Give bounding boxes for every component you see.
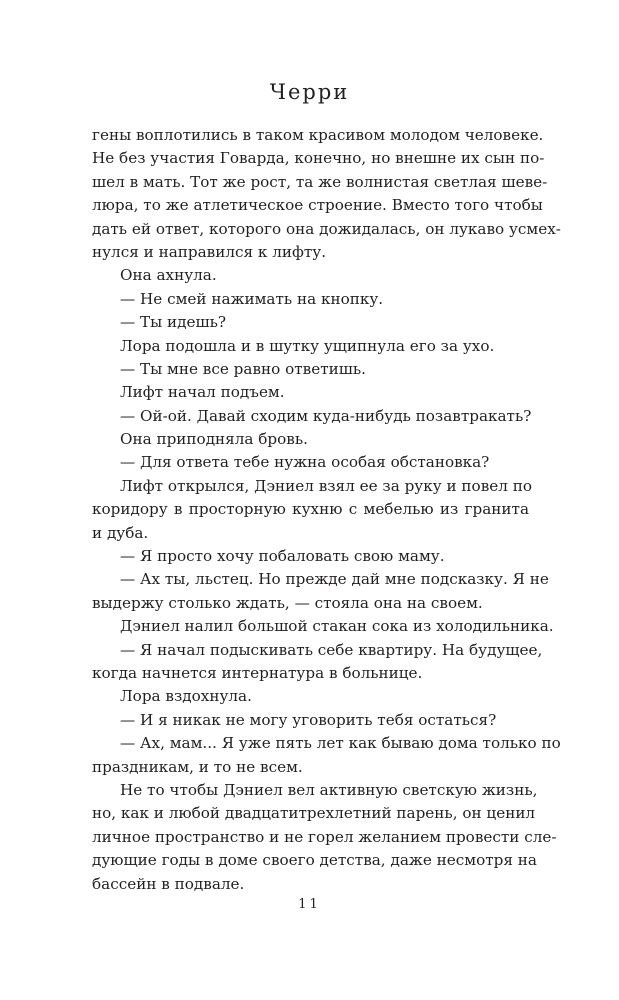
text-line: бассейн в подвале. — [92, 874, 245, 893]
text-line: — Ты мне все равно ответишь. — [120, 359, 366, 378]
text-line: Дэниел налил большой стакан сока из холодильника. — [120, 617, 554, 636]
text-line: дать ей ответ, которого она дожидалась, он лукаво усмех- — [92, 219, 561, 238]
running-head: Черри — [269, 80, 350, 104]
body-text — [92, 124, 561, 896]
text-line: Лифт открылся, Дэниел взял ее за руку и повел по — [120, 476, 532, 495]
text-line: личное пространство и не горел желанием провести сле- — [92, 827, 557, 846]
text-line: — Ты идешь? — [120, 313, 227, 332]
text-line: Не то чтобы Дэниел вел активную светскую жизнь, — [120, 780, 538, 799]
text-line: — Для ответа тебе нужна особая обстановка? — [120, 453, 490, 472]
text-line: люра, то же атлетическое строение. Вместо того чтобы — [92, 196, 543, 215]
text-line: Лифт начал подъем. — [120, 383, 285, 402]
text-line: праздникам, и то не всем. — [92, 757, 303, 776]
text-line: но, как и любой двадцатитрехлетний парень, он ценил — [92, 804, 536, 823]
text-line: — Ой-ой. Давай сходим куда-нибудь позавтракать? — [120, 406, 532, 425]
text-line: — И я никак не могу уговорить тебя остаться? — [120, 710, 497, 729]
text-line: гены воплотились в таком красивом молодом человеке. — [92, 126, 544, 144]
text-line: Лора вздохнула. — [120, 687, 252, 706]
text-line: дующие годы в доме своего детства, даже несмотря на — [92, 851, 537, 870]
text-line: и дуба. — [92, 523, 149, 542]
text-line: — Я начал подыскивать себе квартиру. На будущее, — [120, 640, 543, 659]
text-line: Она ахнула. — [120, 266, 217, 285]
text-line: шел в мать. Тот же рост, та же волнистая светлая шеве- — [92, 172, 548, 191]
text-line: выдержу столько ждать, — стояла она на своем. — [92, 593, 483, 612]
text-line: — Не смей нажимать на кнопку. — [120, 289, 384, 308]
text-line: — Я просто хочу побаловать свою маму. — [120, 547, 445, 566]
text-line: коридору в просторную кухню с мебелью из гранита — [92, 500, 529, 519]
page-number: 11 — [298, 897, 321, 912]
text-line: Она приподняла бровь. — [120, 430, 308, 449]
text-line: Лора подошла и в шутку ущипнула его за ухо. — [120, 336, 495, 355]
text-line: — Ах ты, льстец. Но прежде дай мне подсказку. Я не — [120, 570, 549, 589]
text-line: — Ах, мам... Я уже пять лет как бываю дома только по — [120, 734, 561, 753]
text-line: нулся и направился к лифту. — [92, 242, 327, 261]
text-line: Не без участия Говарда, конечно, но внешне их сын по- — [92, 149, 545, 168]
text-line: когда начнется интернатура в больнице. — [92, 663, 423, 682]
